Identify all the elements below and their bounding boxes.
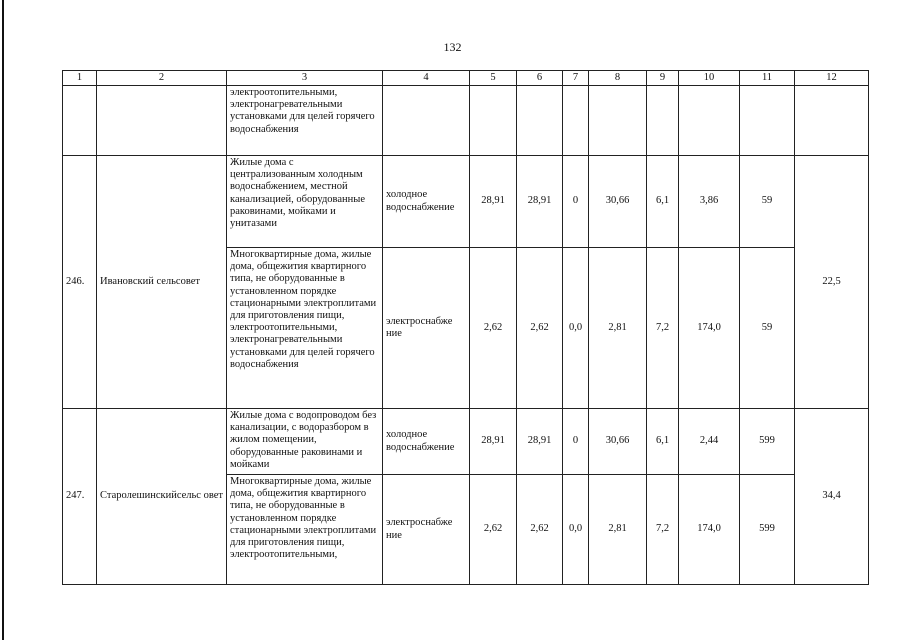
cell-value: 28,91: [517, 156, 563, 248]
cell-index: 246.: [63, 156, 97, 409]
cell-value: 0,0: [563, 248, 589, 409]
column-header: 10: [679, 71, 740, 86]
table-row: [63, 156, 869, 248]
cell-value: 174,0: [679, 248, 740, 409]
cell-index: 247.: [63, 409, 97, 585]
cell-value: [517, 86, 563, 156]
cell-value: [647, 86, 679, 156]
cell-value: [563, 86, 589, 156]
column-header: 3: [227, 71, 383, 86]
cell-col12: [795, 86, 869, 156]
cell-settlement: Старолешинскийсельс овет: [97, 409, 227, 585]
cell-value: 2,62: [517, 475, 563, 585]
cell-value: 6,1: [647, 409, 679, 475]
cell-utility-type: холодное водоснабжение: [383, 409, 470, 475]
cell-value: 7,2: [647, 475, 679, 585]
cell-value: 2,81: [589, 248, 647, 409]
cell-value: [740, 86, 795, 156]
cell-value: [679, 86, 740, 156]
column-header: 7: [563, 71, 589, 86]
column-header: 8: [589, 71, 647, 86]
cell-value: 2,81: [589, 475, 647, 585]
page-edge-line: [2, 0, 4, 640]
cell-value: 59: [740, 156, 795, 248]
column-header: 12: [795, 71, 869, 86]
cell-value: [470, 86, 517, 156]
cell-value: 59: [740, 248, 795, 409]
column-header: 11: [740, 71, 795, 86]
cell-value: 30,66: [589, 156, 647, 248]
cell-value: 2,62: [470, 475, 517, 585]
column-header: 1: [63, 71, 97, 86]
cell-value: 2,62: [517, 248, 563, 409]
cell-value: 7,2: [647, 248, 679, 409]
cell-utility-type: электроснабже ние: [383, 475, 470, 585]
cell-col12: 34,4: [795, 409, 869, 585]
cell-value: 28,91: [470, 409, 517, 475]
cell-value: 30,66: [589, 409, 647, 475]
page-number: 132: [443, 40, 462, 54]
cell-value: 599: [740, 475, 795, 585]
cell-housing-description: Жилые дома с водопроводом без канализации, с водоразбором в жилом помещении, оборудованные раковинами и мойками: [227, 409, 383, 475]
tariff-table: [62, 70, 869, 585]
cell-value: 174,0: [679, 475, 740, 585]
cell-value: 0: [563, 156, 589, 248]
cell-housing-description: электроотопительными, электронагревательными установками для целей горячего водоснабжения: [227, 86, 383, 156]
cell-value: 3,86: [679, 156, 740, 248]
cell-value: 2,44: [679, 409, 740, 475]
cell-value: 28,91: [470, 156, 517, 248]
cell-utility-type: [383, 86, 470, 156]
cell-value: [589, 86, 647, 156]
cell-housing-description: Многоквартирные дома, жилые дома, общежития квартирного типа, не оборудованные в установленном порядке стационарными электроплитами для приготовления пищи, электроотопительными, электронагревательными установками для целей горячего водоснабжения: [227, 248, 383, 409]
cell-settlement: [97, 86, 227, 156]
column-header: 6: [517, 71, 563, 86]
cell-settlement: Ивановский сельсовет: [97, 156, 227, 409]
cell-utility-type: холодное водоснабжение: [383, 156, 470, 248]
cell-utility-type: электроснабже ние: [383, 248, 470, 409]
cell-value: 6,1: [647, 156, 679, 248]
cell-col12: 22,5: [795, 156, 869, 409]
table-row: [63, 409, 869, 475]
cell-index: [63, 86, 97, 156]
column-header: 2: [97, 71, 227, 86]
cell-housing-description: Жилые дома с централизованным холодным водоснабжением, местной канализацией, оборудованные раковинами, мойками и унитазами: [227, 156, 383, 248]
cell-value: 2,62: [470, 248, 517, 409]
column-header: 5: [470, 71, 517, 86]
table-row: [63, 86, 869, 156]
column-header: 4: [383, 71, 470, 86]
cell-housing-description: Многоквартирные дома, жилые дома, общежития квартирного типа, не оборудованные в установленном порядке стационарными электроплитами для приготовления пищи, электроотопительными,: [227, 475, 383, 585]
cell-value: 0,0: [563, 475, 589, 585]
column-header: 9: [647, 71, 679, 86]
cell-value: 28,91: [517, 409, 563, 475]
column-number-row: [63, 71, 869, 86]
cell-value: 0: [563, 409, 589, 475]
cell-value: 599: [740, 409, 795, 475]
tariff-table-sheet: [62, 70, 868, 585]
